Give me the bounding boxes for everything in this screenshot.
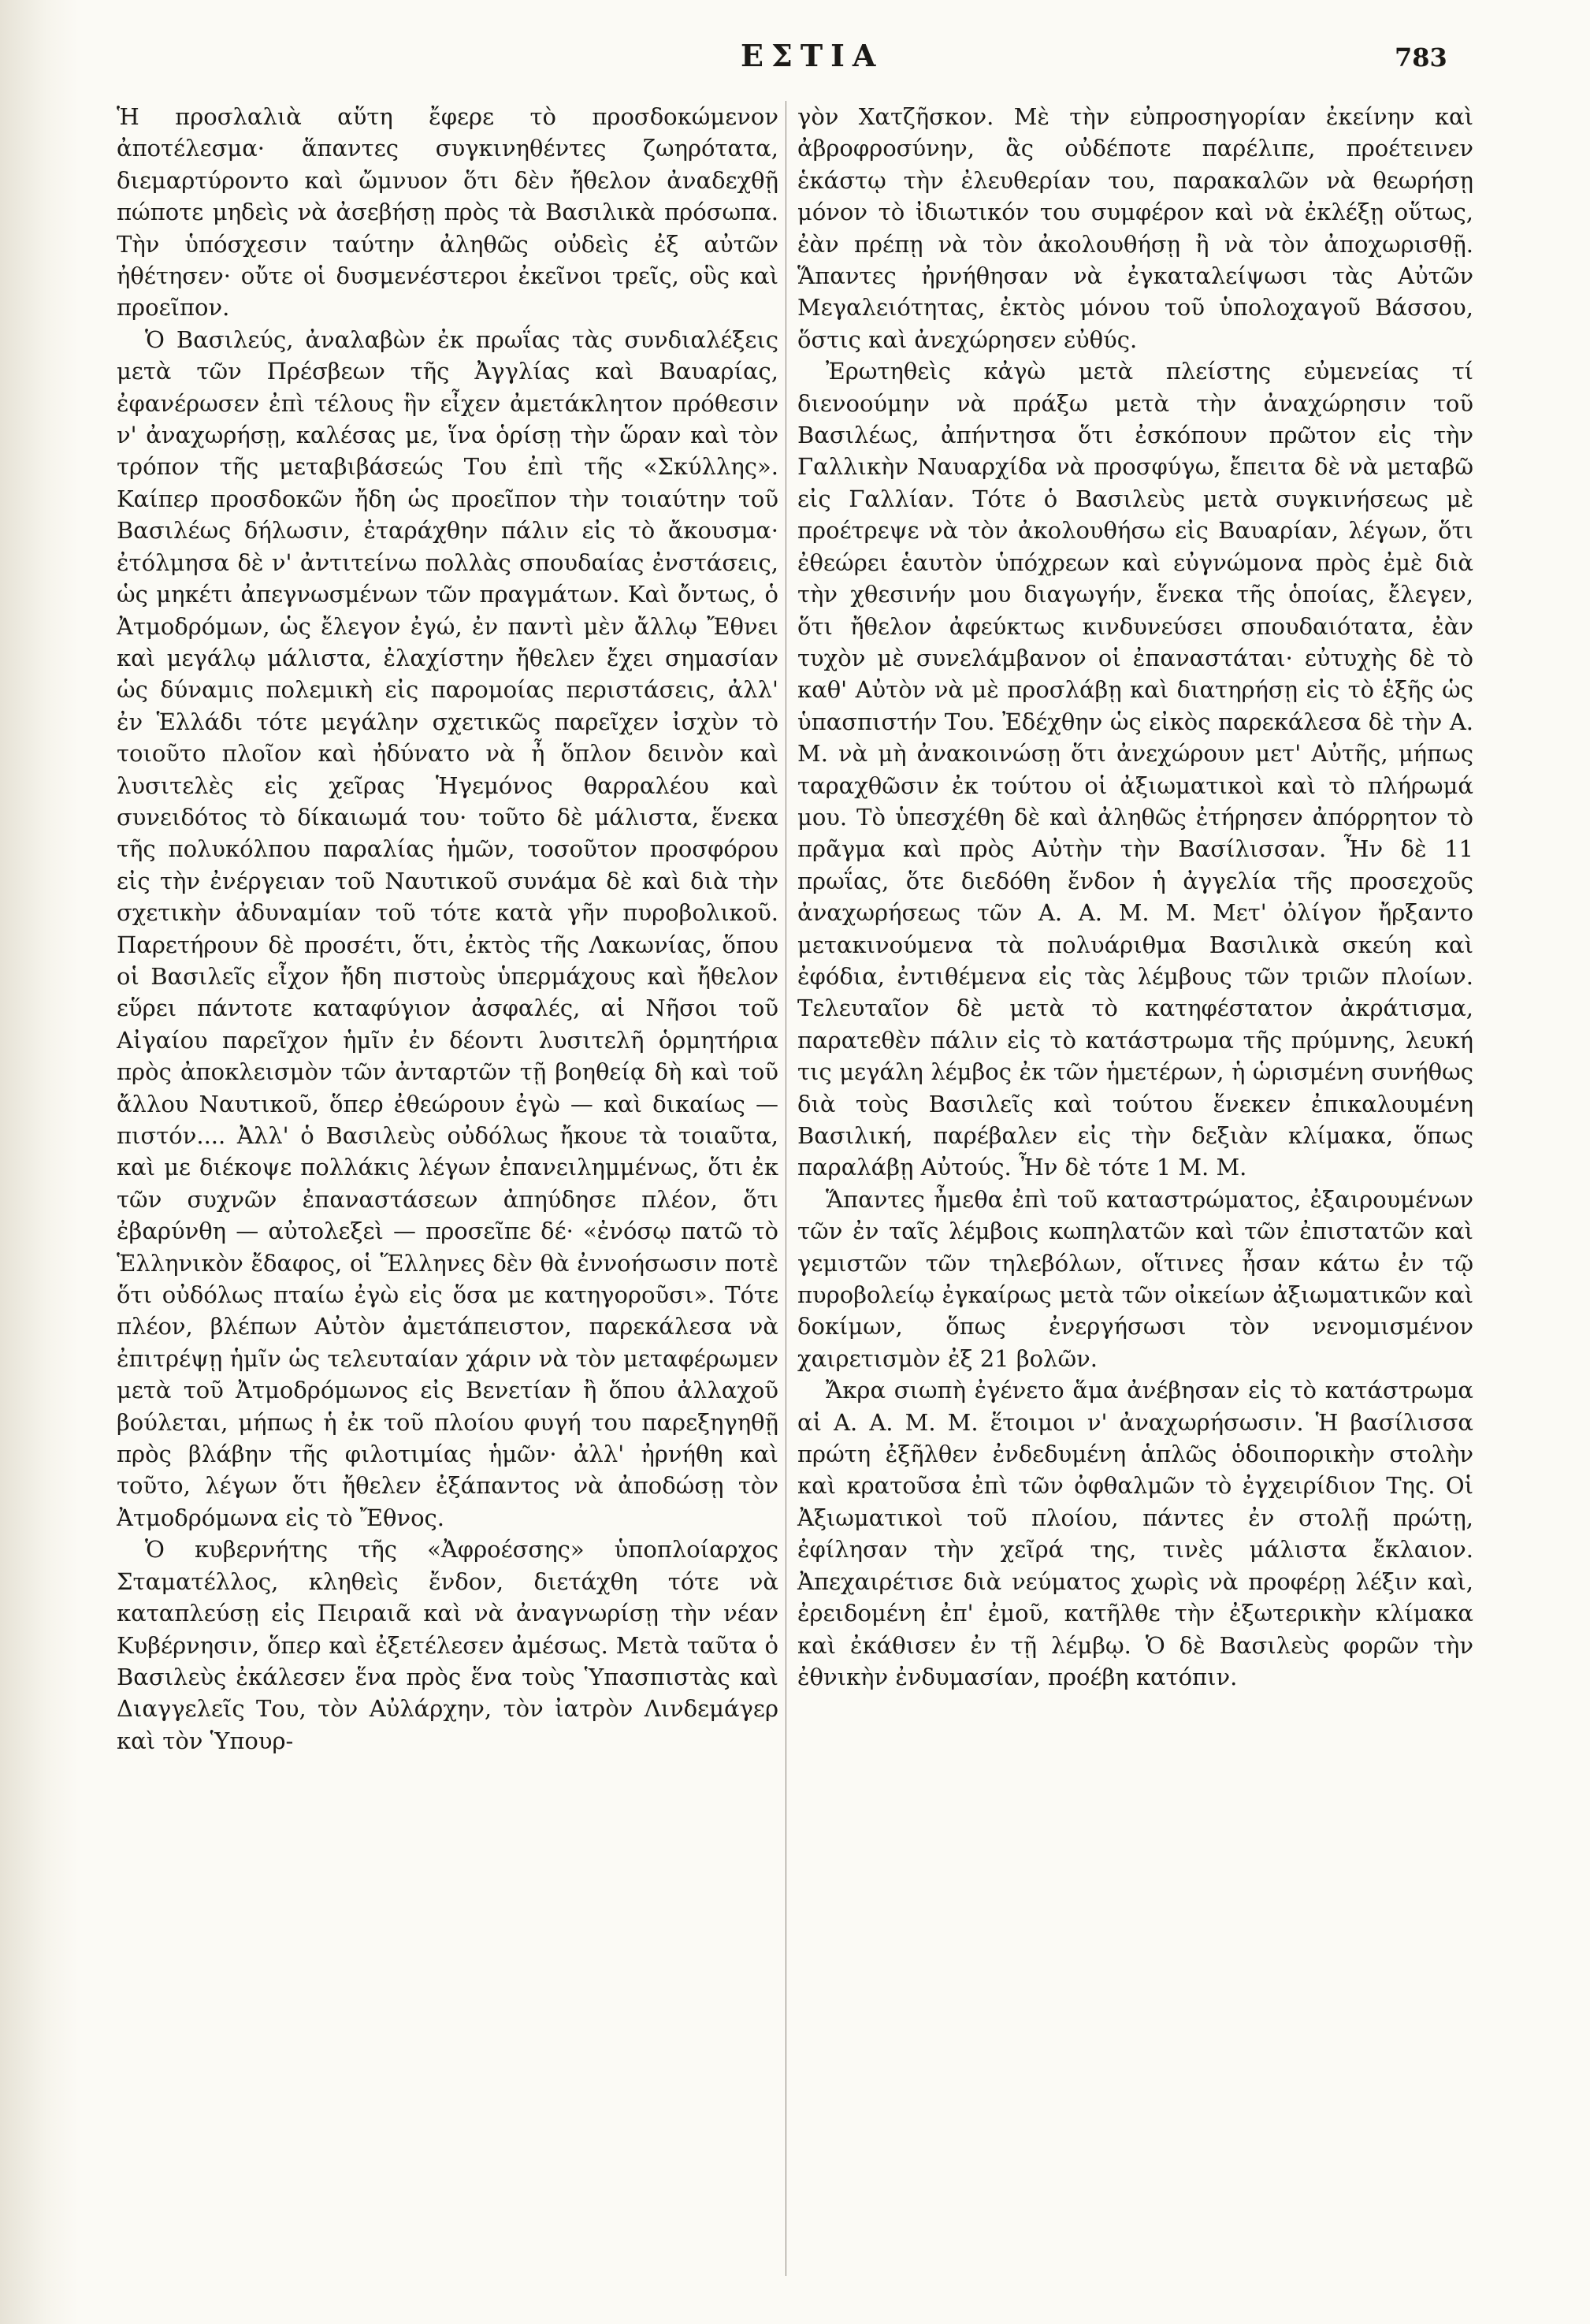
paragraph: Ἡ προσλαλιὰ αὕτη ἔφερε τὸ προσδοκώμενον ἀποτέλεσμα· ἅπαντες συγκινηθέντες ζωηρότατα, διεμαρτύροντο καὶ ὤμνυον ὅτι δὲν ἤθελον ἀναδεχθῇ πώποτε μηδεὶς νὰ ἀσεβήσῃ πρὸς τὰ Βασιλικὰ πρόσωπα. Τὴν ὑπόσχεσιν ταύτην ἀληθῶς οὐδεὶς ἐξ αὐτῶν ἠθέτησεν· οὔτε οἱ δυσμενέστεροι ἐκεῖνοι τρεῖς, οὓς καὶ προεῖπον.: [117, 103, 778, 322]
running-head: [0, 38, 1590, 85]
paragraph: Ἅπαντες ἦμεθα ἐπὶ τοῦ καταστρώματος, ἐξαιρουμένων τῶν ἐν ταῖς λέμβοις κωπηλατῶν καὶ τῶν ἐπιστατῶν καὶ γεμιστῶν τῶν τηλεβόλων, οἵτινες ἦσαν κάτω ἐν τῷ πυροβολείῳ ἐγκαίρως μετὰ τῶν οἰκείων ἀξιωματικῶν καὶ δοκίμων, ὅπως ἐνεργήσωσι τὸν νενομισμένον χαιρετισμὸν ἐξ 21 βολῶν.: [797, 1185, 1473, 1372]
paragraph: Ἐρωτηθεὶς κἀγὼ μετὰ πλείστης εὐμενείας τί διενοούμην νὰ πράξω μετὰ τὴν ἀναχώρησιν τοῦ Βασιλέως, ἀπήντησα ὅτι ἐσκόπουν πρῶτον εἰς τὴν Γαλλικὴν Ναυαρχίδα νὰ προσφύγω, ἔπειτα δὲ νὰ μεταβῶ εἰς Γαλλίαν. Τότε ὁ Βασιλεὺς μετὰ συγκινήσεως μὲ προέτρεψε νὰ τὸν ἀκολουθήσω εἰς Βαυαρίαν, λέγων, ὅτι ἐθεώρει ἑαυτὸν ὑπόχρεων καὶ εὐγνώμονα πρὸς ἐμὲ διὰ τὴν χθεσινήν μου διαγωγήν, ἕνεκα τῆς ὁποίας, ἔλεγεν, ὅτι ἤθελον ἀφεύκτως κινδυνεύσει σπουδαιότατα, ἐὰν τυχὸν μὲ συνελάμβανον οἱ ἐπαναστάται· εὐτυχὴς δὲ τὸ καθ' Αὐτὸν νὰ μὲ προσλάβῃ καὶ διατηρήσῃ εἰς τὸ ἑξῆς ὡς ὑπασπιστήν Του. Ἐδέχθην ὡς εἰκὸς παρεκάλεσα δὲ τὴν Α. Μ. νὰ μὴ ἀνακοινώσῃ ὅτι ἀνεχώρουν μετ' Αὐτῆς, μήπως ταραχθῶσιν ἐκ τούτου οἱ ἀξιωματικοὶ καὶ τὸ πλήρωμά μου. Τὸ ὑπεσχέθη δὲ καὶ ἀληθῶς ἐτήρησεν ἀπόρρητον τὸ πρᾶγμα καὶ πρὸς Αὐτὴν τὴν Βασίλισσαν. Ἦν δὲ 11 πρωΐας, ὅτε διεδόθη ἔνδον ἡ ἀγγελία τῆς προσεχοῦς ἀναχωρήσεως τῶν Α. Α. Μ. Μ. Μετ' ὀλίγον ἤρξαντο μετακινούμενα τὰ πολυάριθμα Βασιλικὰ σκεύη καὶ ἐφόδια, ἐντιθέμενα εἰς τὰς λέμβους τῶν τριῶν πλοίων. Τελευταῖον δὲ μετὰ τὸ κατηφέστατον ἀκράτισμα, παρατεθὲν πάλιν εἰς τὸ κατάστρωμα τῆς πρύμνης, λευκή τις μεγάλη λέμβος ἐκ τῶν ἡμετέρων, ἡ ὡρισμένη συνήθως διὰ τοὺς Βασιλεῖς καὶ τούτου ἕνεκεν ἐπικαλουμένη Βασιλική, παρέβαλεν εἰς τὴν δεξιὰν κλίμακα, ὅπως παραλάβῃ Αὐτούς. Ἦν δὲ τότε 1 Μ. Μ.: [797, 358, 1473, 1181]
page-edge-shadow: [0, 0, 79, 2324]
journal-title: ΕΣΤΙΑ: [741, 38, 884, 73]
paragraph: Ἄκρα σιωπὴ ἐγένετο ἅμα ἀνέβησαν εἰς τὸ κατάστρωμα αἱ Α. Α. Μ. Μ. ἕτοιμοι ν' ἀναχωρήσωσιν. Ἡ βασίλισσα πρώτη ἐξῆλθεν ἐνδεδυμένη ἁπλῶς ὁδοιπορικὴν στολὴν καὶ κρατοῦσα ἐπὶ τῶν ὀφθαλμῶν τὸ ἐγχειρίδιον Της. Οἱ Ἀξιωματικοὶ τοῦ πλοίου, πάντες ἐν στολῇ πρώτῃ, ἐφίλησαν τὴν χεῖρά της, τινὲς μάλιστα ἔκλαιον. Ἀπεχαιρέτισε διὰ νεύματος χωρὶς νὰ προφέρῃ λέξιν καὶ, ἐρειδομένη ἐπ' ἐμοῦ, κατῆλθε τὴν ἐξωτερικὴν κλίμακα καὶ ἐκάθισεν ἐν τῇ λέμβῳ. Ὁ δὲ Βασιλεὺς φορῶν τὴν ἐθνικὴν ἐνδυμασίαν, προέβη κατόπιν.: [797, 1377, 1473, 1690]
paragraph: Ὁ κυβερνήτης τῆς «Ἀφροέσσης» ὑποπλοίαρχος Σταματέλλος, κληθεὶς ἔνδον, διετάχθη τότε νὰ καταπλεύσῃ εἰς Πειραιᾶ καὶ νὰ ἀναγνωρίσῃ τὴν νέαν Κυβέρνησιν, ὅπερ καὶ ἐξετέλεσεν ἀμέσως. Μετὰ ταῦτα ὁ Βασιλεὺς ἐκάλεσεν ἕνα πρὸς ἕνα τοὺς Ὑπασπιστὰς καὶ Διαγγελεῖς Του, τὸν Αὐλάρχην, τὸν ἰατρὸν Λινδεμάγερ καὶ τὸν Ὑπουρ-: [117, 1536, 778, 1754]
right-column: [797, 101, 1473, 1693]
paragraph: γὸν Χατζῆσκον. Μὲ τὴν εὐπροσηγορίαν ἐκείνην καὶ ἀβροφροσύνην, ἃς οὐδέποτε παρέλιπε, προέτεινεν ἑκάστῳ τὴν ἐλευθερίαν του, παρακαλῶν νὰ θεωρήσῃ μόνον τὸ ἰδιωτικόν του συμφέρον καὶ νὰ ἐκλέξῃ οὕτως, ἐὰν πρέπῃ νὰ τὸν ἀκολουθήσῃ ἢ νὰ τὸν ἀποχωρισθῇ. Ἅπαντες ἠρνήθησαν νὰ ἐγκαταλείψωσι τὰς Αὐτῶν Μεγαλειότητας, ἐκτὸς μόνου τοῦ ὑπολοχαγοῦ Βάσσου, ὅστις καὶ ἀνεχώρησεν εὐθύς.: [797, 103, 1473, 353]
paragraph: Ὁ Βασιλεύς, ἀναλαβὼν ἐκ πρωΐας τὰς συνδιαλέξεις μετὰ τῶν Πρέσβεων τῆς Ἀγγλίας καὶ Βαυαρίας, ἐφανέρωσεν ἐπὶ τέλους ἣν εἶχεν ἀμετάκλητον πρόθεσιν ν' ἀναχωρήσῃ, καλέσας με, ἵνα ὁρίσῃ τὴν ὥραν καὶ τὸν τρόπον τῆς μεταβιβάσεώς Του ἐπὶ τῆς «Σκύλλης». Καίπερ προσδοκῶν ἤδη ὡς προεῖπον τὴν τοιαύτην τοῦ Βασιλέως δήλωσιν, ἐταράχθην πάλιν εἰς τὸ ἄκουσμα· ἐτόλμησα δὲ ν' ἀντιτείνω πολλὰς σπουδαίας ἐνστάσεις, ὡς μηκέτι ἀπεγνωσμένων τῶν πραγμάτων. Καὶ ὄντως, ὁ Ἀτμοδρόμων, ὡς ἔλεγον ἐγώ, ἐν παντὶ μὲν ἄλλῳ Ἔθνει καὶ μεγάλῳ μάλιστα, ἐλαχίστην ἤθελεν ἔχει σημασίαν ὡς δύναμις πολεμικὴ εἰς παρομοίας περιστάσεις, ἀλλ' ἐν Ἑλλάδι τότε μεγάλην σχετικῶς παρεῖχεν ἰσχὺν τὸ τοιοῦτο πλοῖον καὶ ἠδύνατο νὰ ἦ ὅπλον δεινὸν καὶ λυσιτελὲς εἰς χεῖρας Ἡγεμόνος θαρραλέου καὶ συνειδότος τὸ δίκαιωμά του· τοῦτο δὲ μάλιστα, ἕνεκα τῆς πολυκόλπου παραλίας ἡμῶν, τοσοῦτον προσφόρου εἰς τὴν ἐνέργειαν τοῦ Ναυτικοῦ συνάμα δὲ καὶ διὰ τὴν σχετικὴν ἀδυναμίαν τοῦ τότε κατὰ γῆν πυροβολικοῦ. Παρετήρουν δὲ προσέτι, ὅτι, ἐκτὸς τῆς Λακωνίας, ὅπου οἱ Βασιλεῖς εἶχον ἤδη πιστοὺς ὑπερμάχους καὶ ἤθελον εὕρει πάντοτε καταφύγιον ἀσφαλές, αἱ Νῆσοι τοῦ Αἰγαίου παρεῖχον ἡμῖν ἐν δέοντι λυσιτελῆ ὁρμητήρια πρὸς ἀποκλεισμὸν τῶν ἀνταρτῶν τῇ βοηθείᾳ δὴ καὶ τοῦ ἄλλου Ναυτικοῦ, ὅπερ ἐθεώρουν ἐγὼ — καὶ δικαίως — πιστόν.... Ἀλλ' ὁ Βασιλεὺς οὐδόλως ἤκουε τὰ τοιαῦτα, καὶ με διέκοψε πολλάκις λέγων ἐπανειλημμένως, ὅτι ἐκ τῶν συχνῶν ἐπαναστάσεων ἀπηύδησε πλέον, ὅτι ἐβαρύνθη — αὐτολεξεὶ — προσεῖπε δέ· «ἐνόσῳ πατῶ τὸ Ἑλληνικὸν ἔδαφος, οἱ Ἕλληνες δὲν θὰ ἐννοήσωσιν ποτὲ ὅτι οὐδόλως πταίω ἐγὼ εἰς ὅσα με κατηγοροῦσι». Τότε πλέον, βλέπων Αὐτὸν ἀμετάπειστον, παρεκάλεσα νὰ ἐπιτρέψῃ ἡμῖν ὡς τελευταίαν χάριν νὰ τὸν μεταφέρωμεν μετὰ τοῦ Ἀτμοδρόμωνος εἰς Βενετίαν ἢ ὅπου ἀλλαχοῦ βούλεται, μήπως ἡ ἐκ τοῦ πλοίου φυγή του παρεξηγηθῇ πρὸς βλάβην τῆς φιλοτιμίας ἡμῶν· ἀλλ' ἠρνήθη καὶ τοῦτο, λέγων ὅτι ἤθελεν ἐξάπαντος νὰ ἀποδώσῃ τὸν Ἀτμοδρόμωνα εἰς τὸ Ἔθνος.: [117, 325, 778, 1531]
page-number: 783: [1395, 43, 1447, 73]
left-column: [117, 101, 778, 1757]
